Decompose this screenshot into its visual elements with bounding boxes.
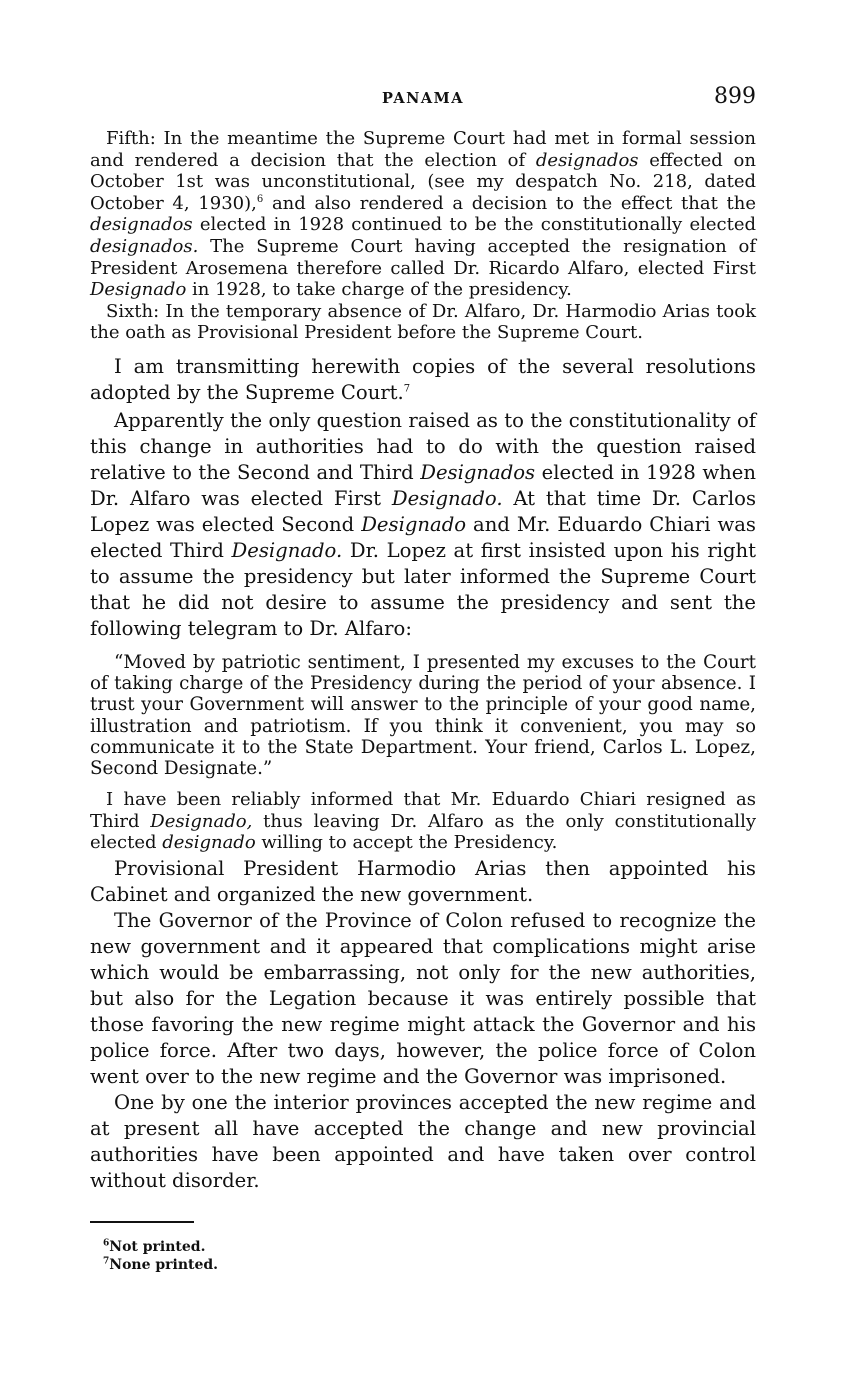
paragraph-reliably: I have been reliably informed that Mr. Eduardo Chiari resigned as Third Designado, thus leaving Dr. Alfaro as the only constitutionally elected designado willing to accept the Presidency. <box>90 789 756 854</box>
running-head <box>90 86 756 112</box>
body-text <box>90 128 756 1194</box>
page-title: PANAMA <box>382 90 464 107</box>
footnote-ref-6: 6 <box>256 193 264 205</box>
footnotes <box>103 1238 218 1274</box>
paragraph-transmit: I am transmitting herewith copies of the several resolutions adopted by the Supreme Court.$^7$ <box>90 354 756 404</box>
paragraph-governor: The Governor of the Province of Colon refused to recognize the new government and it appeared that complications might arise which would be embarrassing, not only for the new authorities, but also for the Legation because it was entirely possible that those favoring the new regime might attack the Governor and his police force. After two days, however, the police force of Colon went over to the new regime and the Governor was imprisoned. <box>90 908 756 1088</box>
paragraph-provisional: Provisional President Harmodio Arias then appointed his Cabinet and organized the new government. <box>90 856 756 906</box>
paragraph-sixth: Sixth: In the temporary absence of Dr. Alfaro, Dr. Harmodio Arias took the oath as Provisional President before the Supreme Court. <box>90 300 756 344</box>
paragraph-apparently: Apparently the only question raised as to the constitutionality of this change in authorities had to do with the question raised relative to the Second and Third Designados elected in 1928 when Dr. Alfaro was elected First Designado. At that time Dr. Carlos Lopez was elected Second Designado and Mr. Eduardo Chiari was elected Third Designado. Dr. Lopez at first insisted upon his right to assume the presidency but later informed the Supreme Court that he did not desire to assume the presidency and sent the following telegram to Dr. Alfaro: <box>90 408 756 640</box>
footnote-ref-7: 7 <box>403 383 411 395</box>
paragraph-fifth: Fifth: In the meantime the Supreme Court had met in formal session and rendered a decision that the election of designados effected on October 1st was unconstitutional, (see my despatch No. 218, dated October 4, 1930),$^6$ and also rendered a decision to the effect that the designados elected in 1928 continued to be the constitutionally elected designados. The Supreme Court having accepted the resignation of President Arosemena therefore called Dr. Ricardo Alfaro, elected First Designado in 1928, to take charge of the presidency. <box>90 128 757 301</box>
telegram-quote: “Moved by patriotic sentiment, I presented my excuses to the Court of taking charge of the Presidency during the period of your absence. I trust your Government will answer to the principle of your good name, illustration and patriotism. If you think it convenient, you may so communicate it to the State Department. Your friend, Carlos L. Lopez, Second Designate.” <box>90 651 756 779</box>
footnote-7: $^7$None printed. <box>103 1256 219 1273</box>
footnote-divider <box>90 1221 194 1223</box>
paragraph-onebyone: One by one the interior provinces accepted the new regime and at present all have accepted the change and new provincial authorities have been appointed and have taken over control without disorder. <box>90 1090 756 1192</box>
page-number: 899 <box>714 84 756 109</box>
footnote-6: $^6$Not printed. <box>103 1238 206 1255</box>
